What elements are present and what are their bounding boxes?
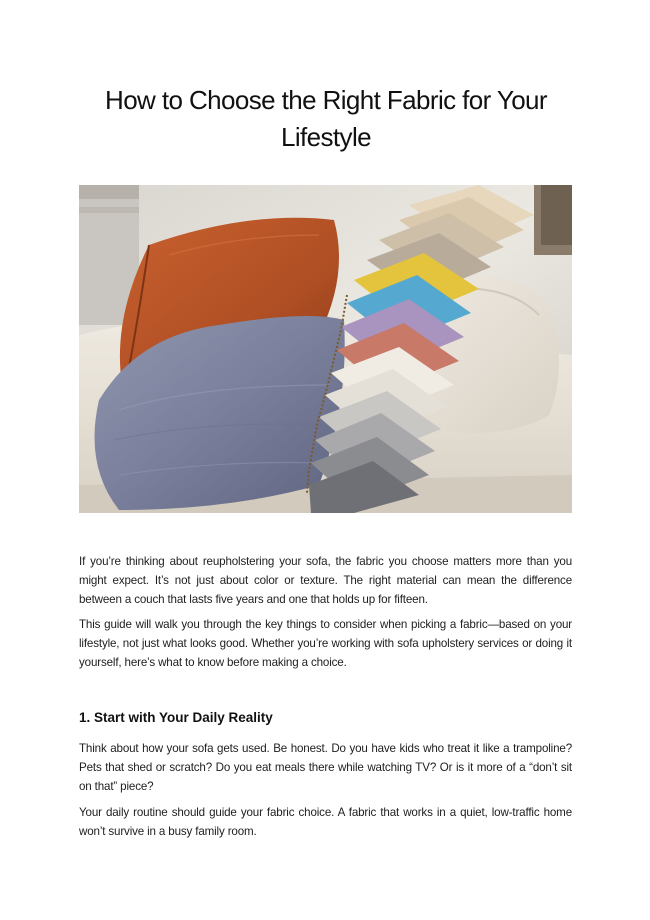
- intro-paragraph: If you’re thinking about reupholstering your sofa, the fabric you choose matters more than you might expect. It’s not just about color or texture. The right material can mean the difference between a couch that lasts five years and one that holds up for fifteen.: [79, 555, 572, 606]
- page-title: How to Choose the Right Fabric for Your Lifestyle: [105, 85, 547, 152]
- section-paragraph: Think about how your sofa gets used. Be honest. Do you have kids who treat it like a trampoline? Pets that shed or scratch? Do you eat meals there while watching TV? Or is it more of a “don’t sit on that” piece?: [79, 742, 572, 793]
- section-paragraph: Your daily routine should guide your fabric choice. A fabric that works in a quiet, low-traffic home won’t survive in a busy family room.: [79, 806, 572, 838]
- section-heading: 1. Start with Your Daily Reality: [79, 710, 273, 725]
- fabric-swatches-photo-icon: [79, 185, 572, 513]
- intro-paragraph: This guide will walk you through the key things to consider when picking a fabric—based on your lifestyle, not just what looks good. Whether you’re working with sofa upholstery services or doing it yourself, here’s what to know before making a choice.: [79, 618, 572, 669]
- hero-image: [79, 185, 572, 513]
